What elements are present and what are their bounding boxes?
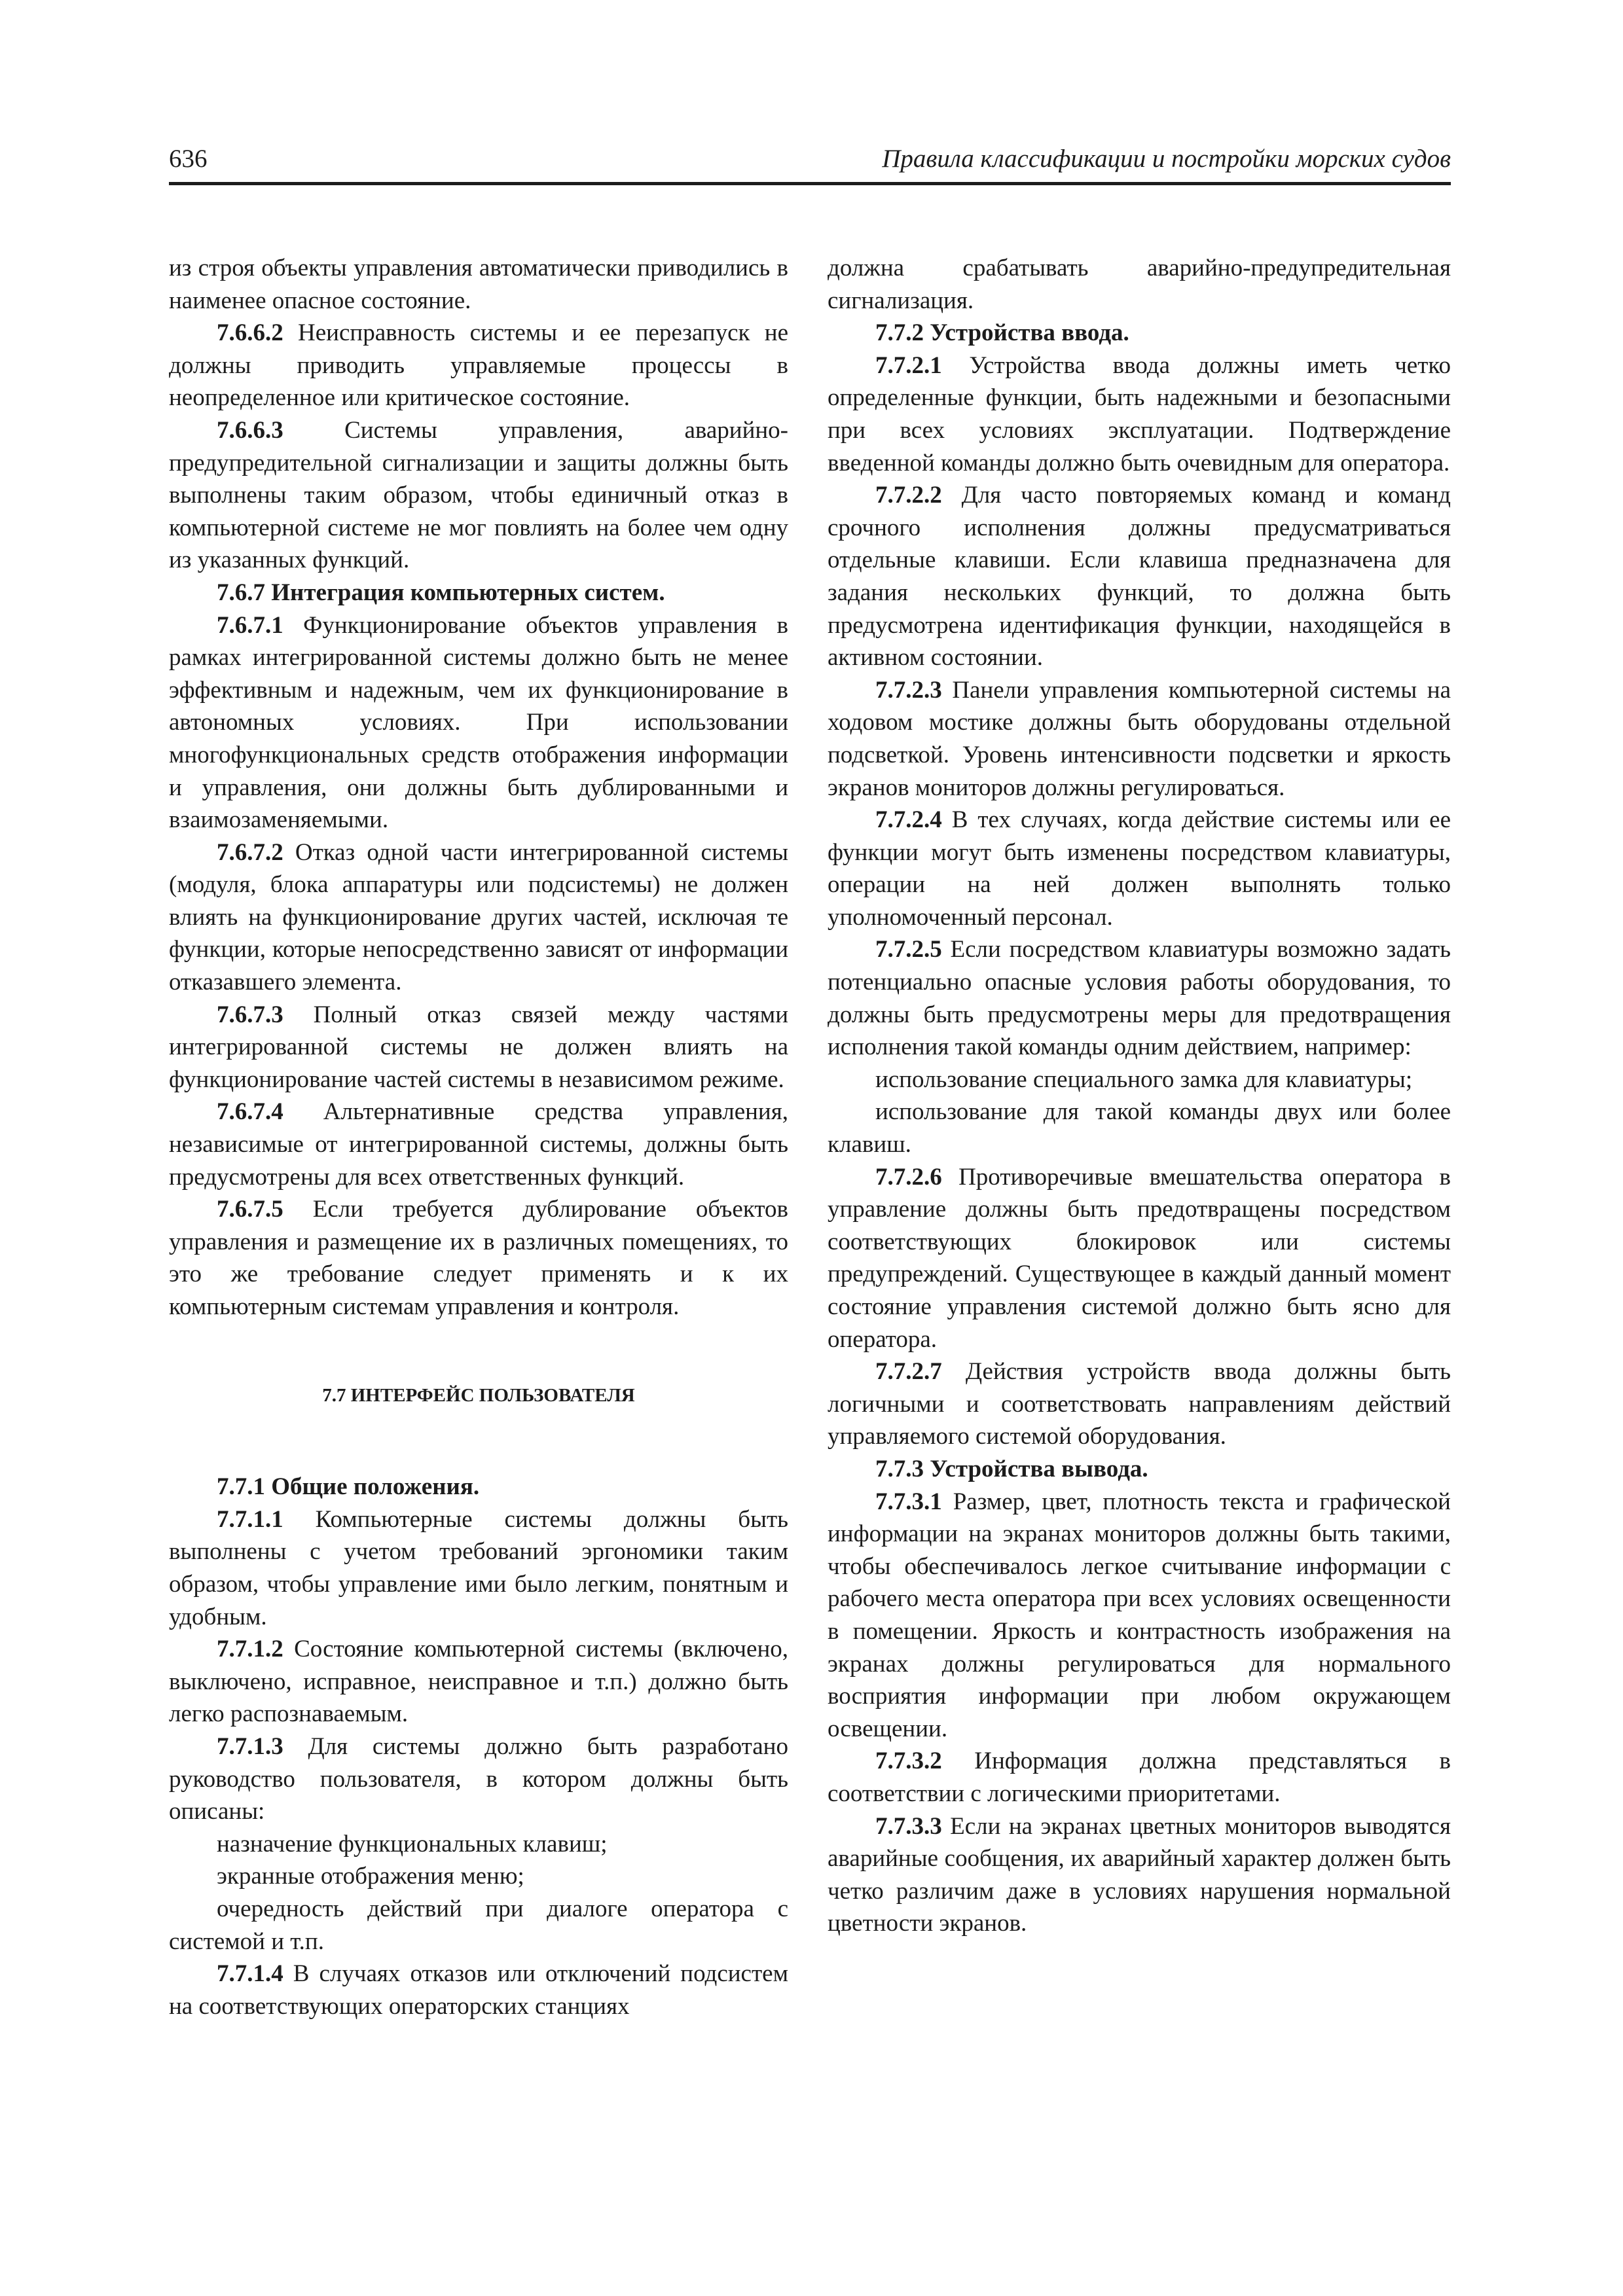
clause-number: 7.6.7.1 [217,611,283,639]
paragraph [169,1096,788,1193]
clause-number: 7.6.6.3 [217,416,283,444]
page-header [169,143,1451,185]
paragraph [828,479,1451,674]
clause-number: 7.7.2.4 [875,806,942,834]
paragraph [828,1486,1451,1746]
list-item: очередность действий при диалоге оператора с системой и т.п. [169,1895,788,1955]
paragraph [169,999,788,1096]
clause-number: 7.6.6.2 [217,319,283,347]
clause-text: Полный отказ связей между частями интегрированной системы не должен влиять на функционирование частей системы в независимом режиме. [169,1001,788,1093]
clause-text: Панели управления компьютерной системы на ходовом мостике должны быть оборудованы отдельной подсветкой. Уровень интенсивности подсветки и яркость экранов мониторов должны регулироваться. [828,676,1451,801]
clause-text: Противоречивые вмешательства оператора в управление должны быть предотвращены посредством соответствующих блокировок или системы предупреждений. Существующее в каждый данный момент состояние управления системой должно быть ясно для оператора. [828,1163,1451,1353]
clause-text: Информация должна представляться в соответствии с логическими приоритетами. [828,1748,1451,1807]
paragraph [169,836,788,999]
clause-text: Если на экранах цветных мониторов выводятся аварийные сообщения, их аварийный характер должен быть четко различим даже в условиях нарушения нормальной цветности экранов. [828,1812,1451,1937]
clause-text: Для системы должно быть разработано руководство пользователя, в котором должны быть описаны: [169,1732,788,1825]
paragraph [828,1355,1451,1453]
list-item: экранные отображения меню; [217,1863,524,1890]
paragraph [169,1193,788,1323]
paragraph [828,674,1451,804]
clause-text: Действия устройств ввода должны быть логичными и соответствовать направлениям действий управляемого системой оборудования. [828,1358,1451,1450]
paragraph-continuation: должна срабатывать аварийно-предупредительная сигнализация. [828,255,1451,314]
paragraph [828,1161,1451,1356]
clause-number: 7.7.1.2 [217,1636,283,1663]
clause-text: Компьютерные системы должны быть выполнены с учетом требований эргономики таким образом, чтобы управление ими было легким, понятным и удобным. [169,1505,788,1630]
paragraph [828,1810,1451,1940]
clause-text: Системы управления, аварийно-предупредительной сигнализации и защиты должны быть выполнены таким образом, чтобы единичный отказ в компьютерной системе не мог повлиять на более чем одну из указанных функций. [169,416,788,574]
paragraph [169,317,788,414]
clause-number: 7.7.1.3 [217,1732,283,1760]
clause-number: 7.7.2.7 [875,1358,942,1386]
paragraph [828,933,1451,1063]
clause-text: Размер, цвет, плотность текста и графической информации на экранах мониторов должны быть такими, чтобы обеспечивалось легкое считывание информации с рабочего места оператора при всех условиях освещенности в помещении. Яркость и контрастность изображения на экранах должны регулироваться для нормального восприятия информации при любом окружающем освещении. [828,1488,1451,1742]
paragraph [828,1745,1451,1810]
paragraph [828,350,1451,479]
clause-number: 7.7.1.4 [217,1960,283,1988]
subsection-heading: 7.7.3 Устройства вывода. [875,1455,1148,1482]
paragraph [169,1731,788,1828]
clause-number: 7.7.3.3 [875,1812,942,1840]
clause-number: 7.7.3.1 [875,1488,942,1515]
clause-text: Неисправность системы и ее перезапуск не должны приводить управляемые процессы в неопределенное или критическое состояние. [169,319,788,412]
clause-number: 7.6.7.5 [217,1196,283,1223]
subsection-heading: 7.7.1 Общие положения. [217,1473,480,1501]
section-title: 7.7 ИНТЕРФЕЙС ПОЛЬЗОВАТЕЛЯ [322,1384,635,1406]
clause-text: Отказ одной части интегрированной системы (модуля, блока аппаратуры или подсистемы) не должен влиять на функционирование других частей, исключая те функции, которые непосредственно зависят от информации отказавшего элемента. [169,838,788,996]
paragraph [169,1633,788,1731]
clause-number: 7.6.7.4 [217,1098,283,1126]
clause-number: 7.7.2.6 [875,1163,942,1191]
paragraph [828,804,1451,933]
page-number: 636 [169,145,208,173]
paragraph [169,1958,788,2022]
clause-text: Для часто повторяемых команд и команд срочного исполнения должны предусматриваться отдельные клавиши. Если клавиша предназначена для задания нескольких функций, то должна быть предусмотрена идентификация функции, находящейся в активном состоянии. [828,482,1451,672]
clause-number: 7.7.3.2 [875,1748,942,1775]
subsection-heading: 7.6.7 Интеграция компьютерных систем. [217,579,665,606]
list-item: использование для такой команды двух или более клавиш. [828,1098,1451,1158]
subsection-heading: 7.7.2 Устройства ввода. [875,319,1129,347]
clause-text: Если посредством клавиатуры возможно задать потенциально опасные условия работы оборудования, то должны быть предусмотрены меры для предотвращения исполнения такой команды одним действием, например: [828,936,1451,1061]
clause-text: Функционирование объектов управления в рамках интегрированной системы должно быть не менее эффективным и надежным, чем их функционирование в автономных условиях. При использовании многофункциональных средств отображения информации и управления, они должны быть дублированными и взаимозаменяемыми. [169,611,788,834]
paragraph [169,414,788,577]
clause-number: 7.7.2.3 [875,676,942,704]
clause-number: 7.7.1.1 [217,1505,283,1533]
clause-text: Устройства ввода должны иметь четко определенные функции, быть надежными и безопасными при всех условиях эксплуатации. Подтверждение введенной команды должно быть очевидным для оператора. [828,351,1451,476]
clause-text: Альтернативные средства управления, независимые от интегрированной системы, должны быть предусмотрены для всех ответственных функций. [169,1098,788,1191]
paragraph [169,1503,788,1633]
running-title: Правила классификации и постройки морских судов [882,145,1451,173]
list-item: использование специального замка для клавиатуры; [875,1066,1413,1093]
clause-text: В случаях отказов или отключений подсистем на соответствующих операторских станциях [169,1960,788,2020]
clause-text: Если требуется дублирование объектов управления и размещение их в различных помещениях, то это же требование следует применять и к их компьютерным системам управления и контроля. [169,1196,788,1320]
clause-text: Состояние компьютерной системы (включено, выключено, исправное, неисправное и т.п.) должно быть легко распознаваемым. [169,1636,788,1728]
clause-number: 7.6.7.2 [217,838,283,866]
clause-number: 7.7.2.2 [875,482,942,509]
paragraph-continuation: из строя объекты управления автоматически приводились в наименее опасное состояние. [169,255,788,314]
list-item: назначение функциональных клавиш; [217,1830,608,1857]
clause-text: В тех случаях, когда действие системы или ее функции могут быть изменены посредством клавиатуры, операции на ней должен выполнять только уполномоченный персонал. [828,806,1451,931]
left-column [169,252,788,2022]
clause-number: 7.6.7.3 [217,1001,283,1028]
clause-number: 7.7.2.1 [875,351,942,379]
clause-number: 7.7.2.5 [875,936,942,963]
right-column [828,252,1451,1940]
paragraph [169,609,788,836]
